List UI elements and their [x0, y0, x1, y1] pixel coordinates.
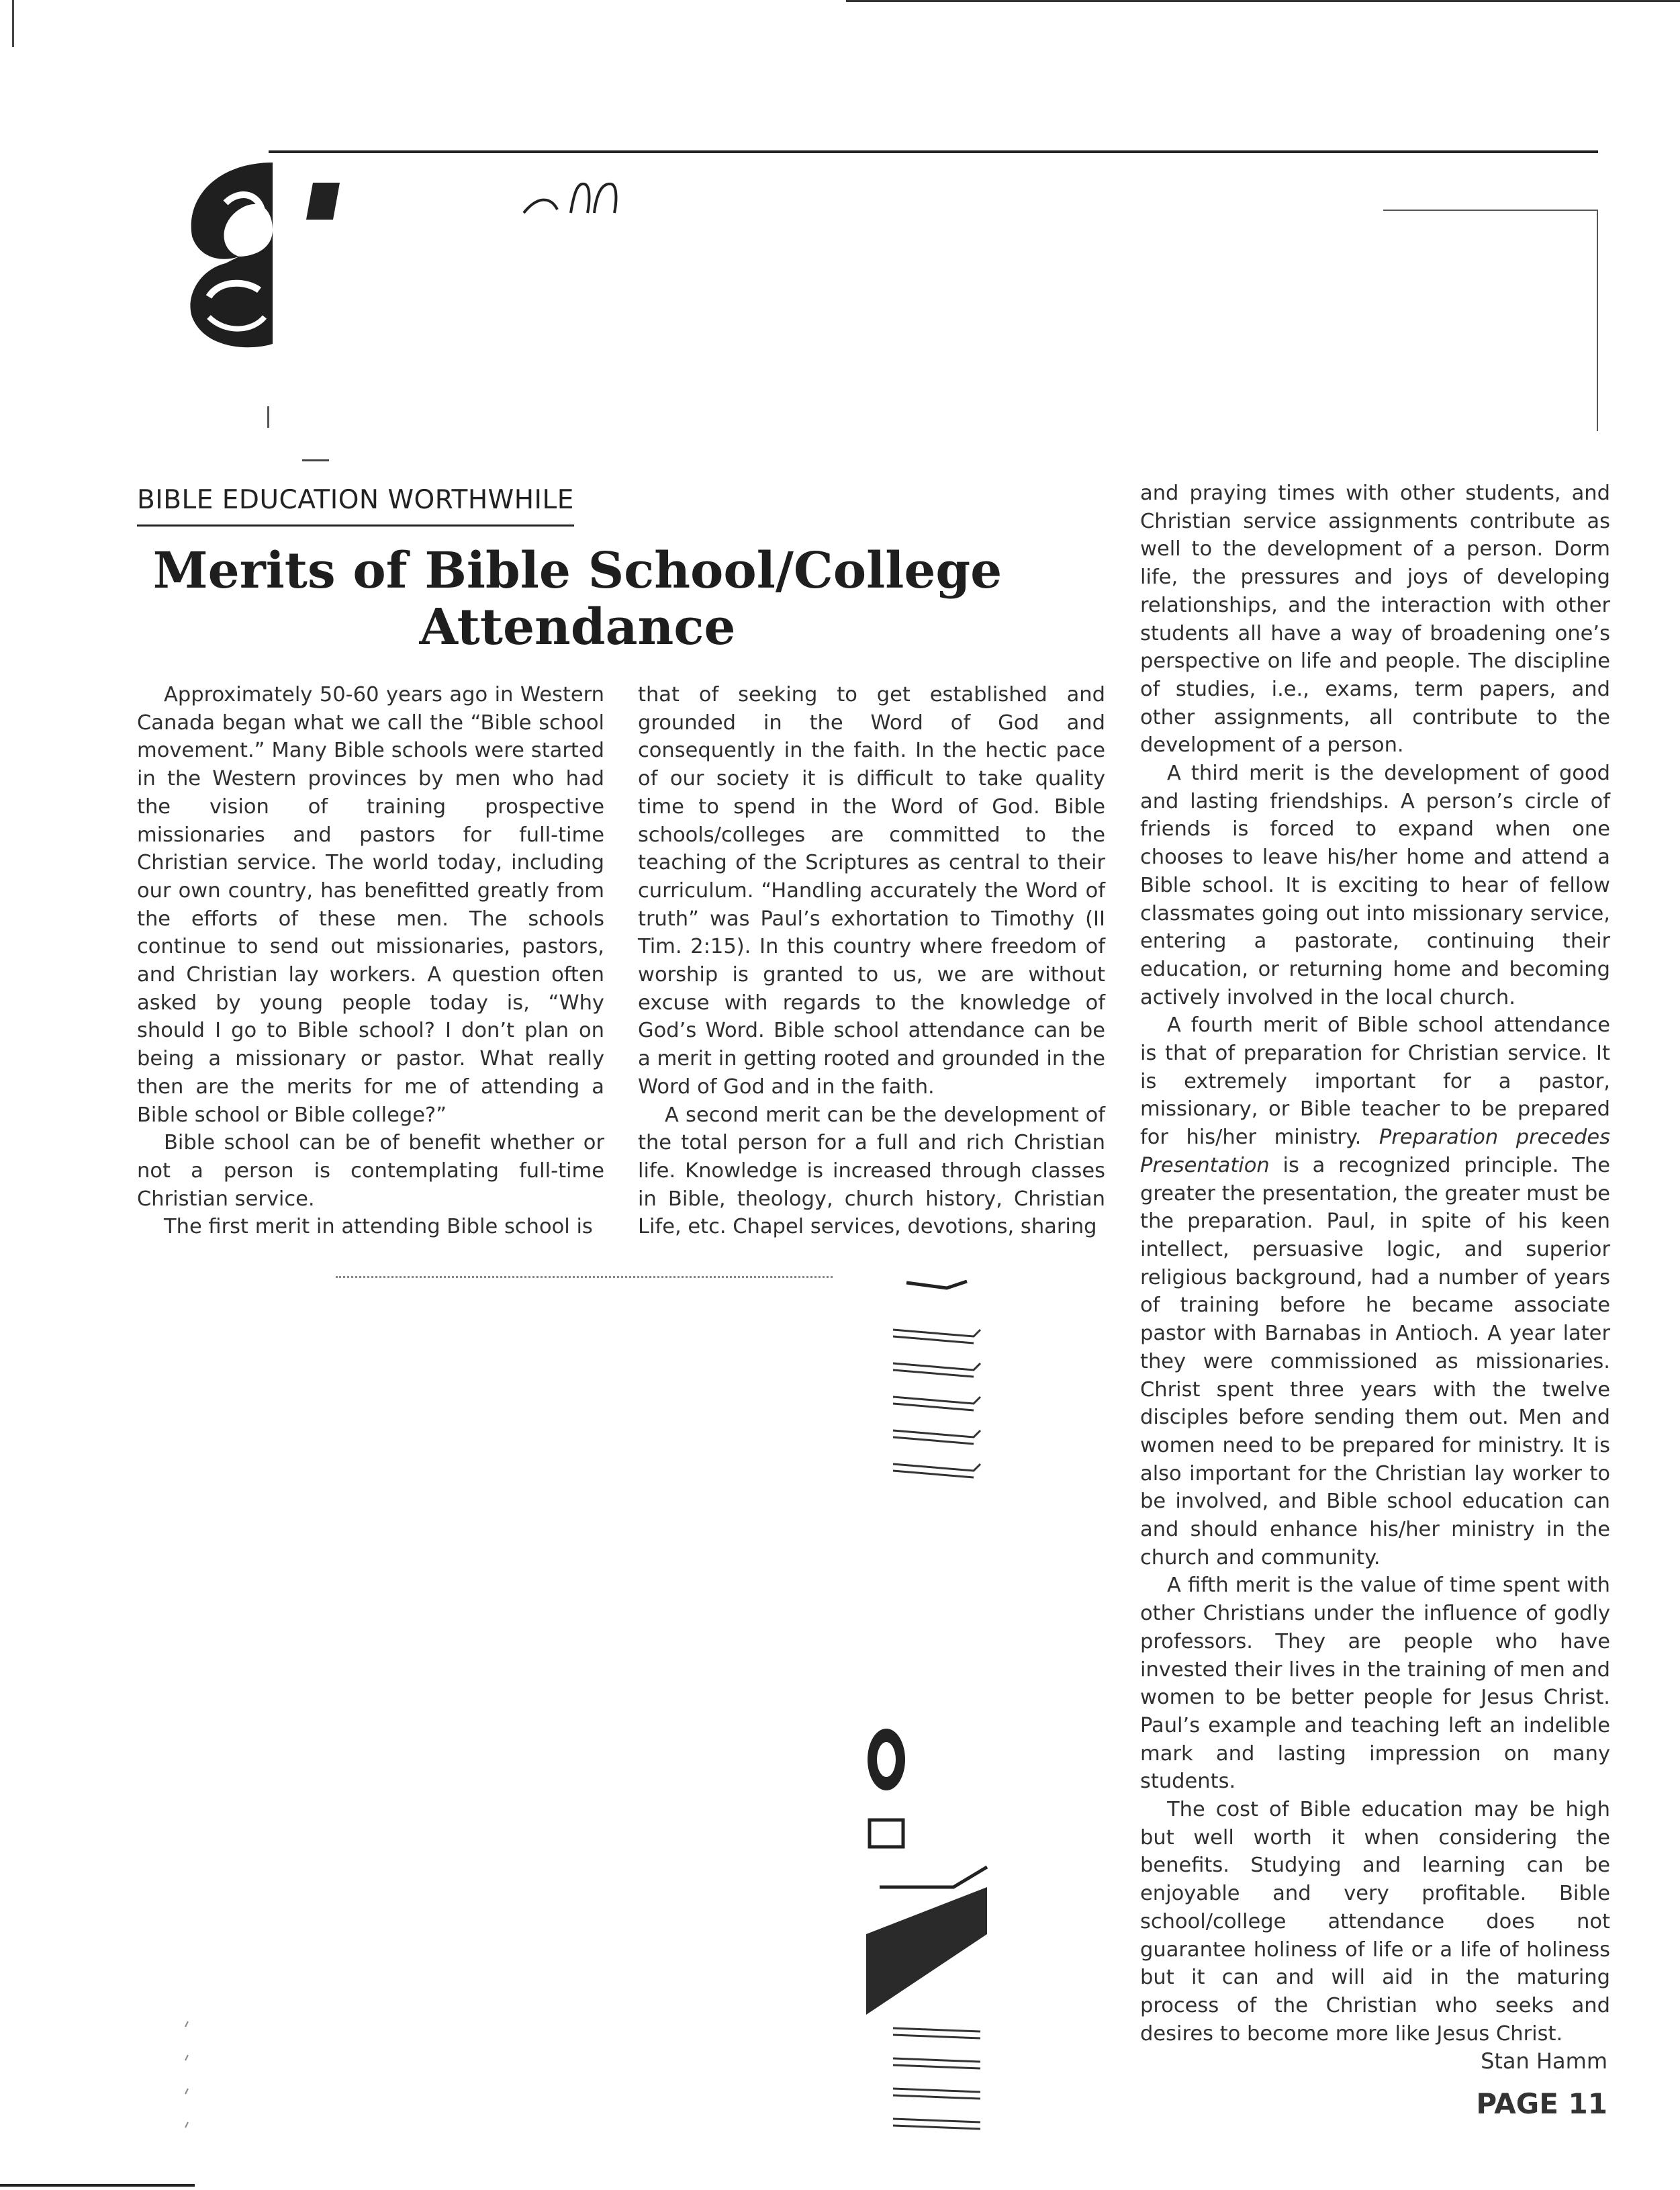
column-3-paragraph: The cost of Bible education may be high but well worth it when considering the benefits. Studying and learning can be enjoyable and very profitable. Bible school/college attendance does not guarantee holiness of life or a life of holiness but it can and will aid in the maturing process of the Christian who seeks and desires to become more like Jesus Christ. — [1140, 1798, 1610, 2046]
faint-margin-marks — [181, 2015, 195, 2162]
handwritten-scratch-graphic — [517, 176, 624, 216]
scan-tick-mark — [267, 406, 269, 428]
header-rule — [269, 150, 1598, 153]
paragraph-text: is a recognized principle. The greater the presentation, the greater must be the preparation. Paul, in spite of his keen intellect, persuasive logic, and superior religious background, had a number of years of training before he became associate pastor with Barnabas in Antioch. A year later they were commissioned as missionaries. Christ spent three years with the twelve disciples before sending them out. Men and women need to be prepared for ministry. It is also important for the Christian lay worker to be involved, and Bible school education can and should enhance his/her ministry in the church and community. — [1140, 1153, 1610, 1569]
ladder-illustration-upper — [866, 1276, 1000, 1504]
ladder-illustration-lower — [853, 1719, 1000, 2156]
article-column-2 — [638, 681, 1105, 1241]
paragraph-text: A fourth merit of Bible school attendance is that of preparation for Christian service. It is extremely important for a pastor, missionary, or Bible teacher to be prepared for his/her ministry. — [1140, 1013, 1610, 1150]
column-3-paragraph — [1140, 1011, 1610, 1571]
article-column-3 — [1140, 480, 1610, 2048]
article-column-1 — [137, 681, 604, 1241]
column-3-paragraph: and praying times with other students, and Christian service assignments contribute as well to the development of a person. Dorm life, the pressures and joys of developing relationships, and the interaction with other students all have a way of broadening one’s perspective on life and people. The discipline of studies, i.e., exams, term papers, and other assignments, all contribute to the development of a person. — [1140, 482, 1610, 758]
column-3-paragraph: A third merit is the development of good and lasting friendships. A person’s circle of friends is forced to expand when one chooses to leave his/her home and attend a Bible school. It is exciting to hear of fellow classmates going out into missionary service, entering a pastorate, continuing their education, or returning home and becoming actively involved in the local church. — [1140, 762, 1610, 1009]
faint-dotted-line — [336, 1276, 833, 1278]
section-kicker: BIBLE EDUCATION WORTHWHILE — [137, 485, 574, 527]
column-3-paragraph: A fifth merit is the value of time spent with other Christians under the influence of godly professors. They are people who have invested their lives in the training of men and women to be better people for Jesus Christ. Paul’s example and teaching left an indelible mark and lasting impression on many students. — [1140, 1573, 1610, 1794]
bottom-edge-bar — [0, 2184, 195, 2187]
emphasized-principle: Preparation precedes Presentation — [1140, 1126, 1610, 1177]
author-signature: Stan Hamm — [1481, 2048, 1607, 2074]
column-2-paragraph: that of seeking to get established and grounded in the Word of God and consequently in the faith. In the hectic pace of our society it is difficult to take quality time to spend in the Word of God. Bible schools/colleges are committed to the teaching of the Scriptures as central to their curriculum. “Handling accurately the Word of truth” was Paul’s exhortation to Timothy (II Tim. 2:15). In this country where freedom of worship is granted to us, we are without excuse with regards to the knowledge of God’s Word. Bible school attendance can be a merit in getting rooted and grounded in the Word of God and in the faith. — [638, 683, 1105, 1099]
column-1-paragraph: Bible school can be of benefit whether or not a person is contemplating full-time Christian service. — [137, 1131, 604, 1211]
column-1-paragraph: Approximately 50-60 years ago in Western Canada began what we call the “Bible school movement.” Many Bible schools were started in the Western provinces by men who had the vision of training prospective missionaries and pastors for full-time Christian service. The world today, including our own country, has benefitted greatly from the efforts of these men. The schools continue to send out missionaries, pastors, and Christian lay workers. A question often asked by young people today is, “Why should I go to Bible school? I don’t plan on being a missionary or pastor. What really then are the merits for me of attending a Bible school or Bible college?” — [137, 683, 604, 1127]
article-title: Merits of Bible School/College Attendance — [152, 542, 1002, 656]
column-1-paragraph: The first merit in attending Bible school is — [164, 1215, 593, 1239]
top-border-line — [846, 0, 1680, 2]
column-2-paragraph: A second merit can be the development of the total person for a full and rich Christian life. Knowledge is increased through classes in Bible, theology, church history, Christian Life, etc. Chapel services, devotions, sharing — [638, 1103, 1105, 1239]
scan-edge-mark — [12, 0, 14, 47]
scan-dash-mark — [302, 459, 329, 461]
photo-frame-outline — [1383, 210, 1598, 431]
decorative-letter-graphic — [179, 156, 367, 351]
page-number: PAGE 11 — [1476, 2087, 1607, 2120]
